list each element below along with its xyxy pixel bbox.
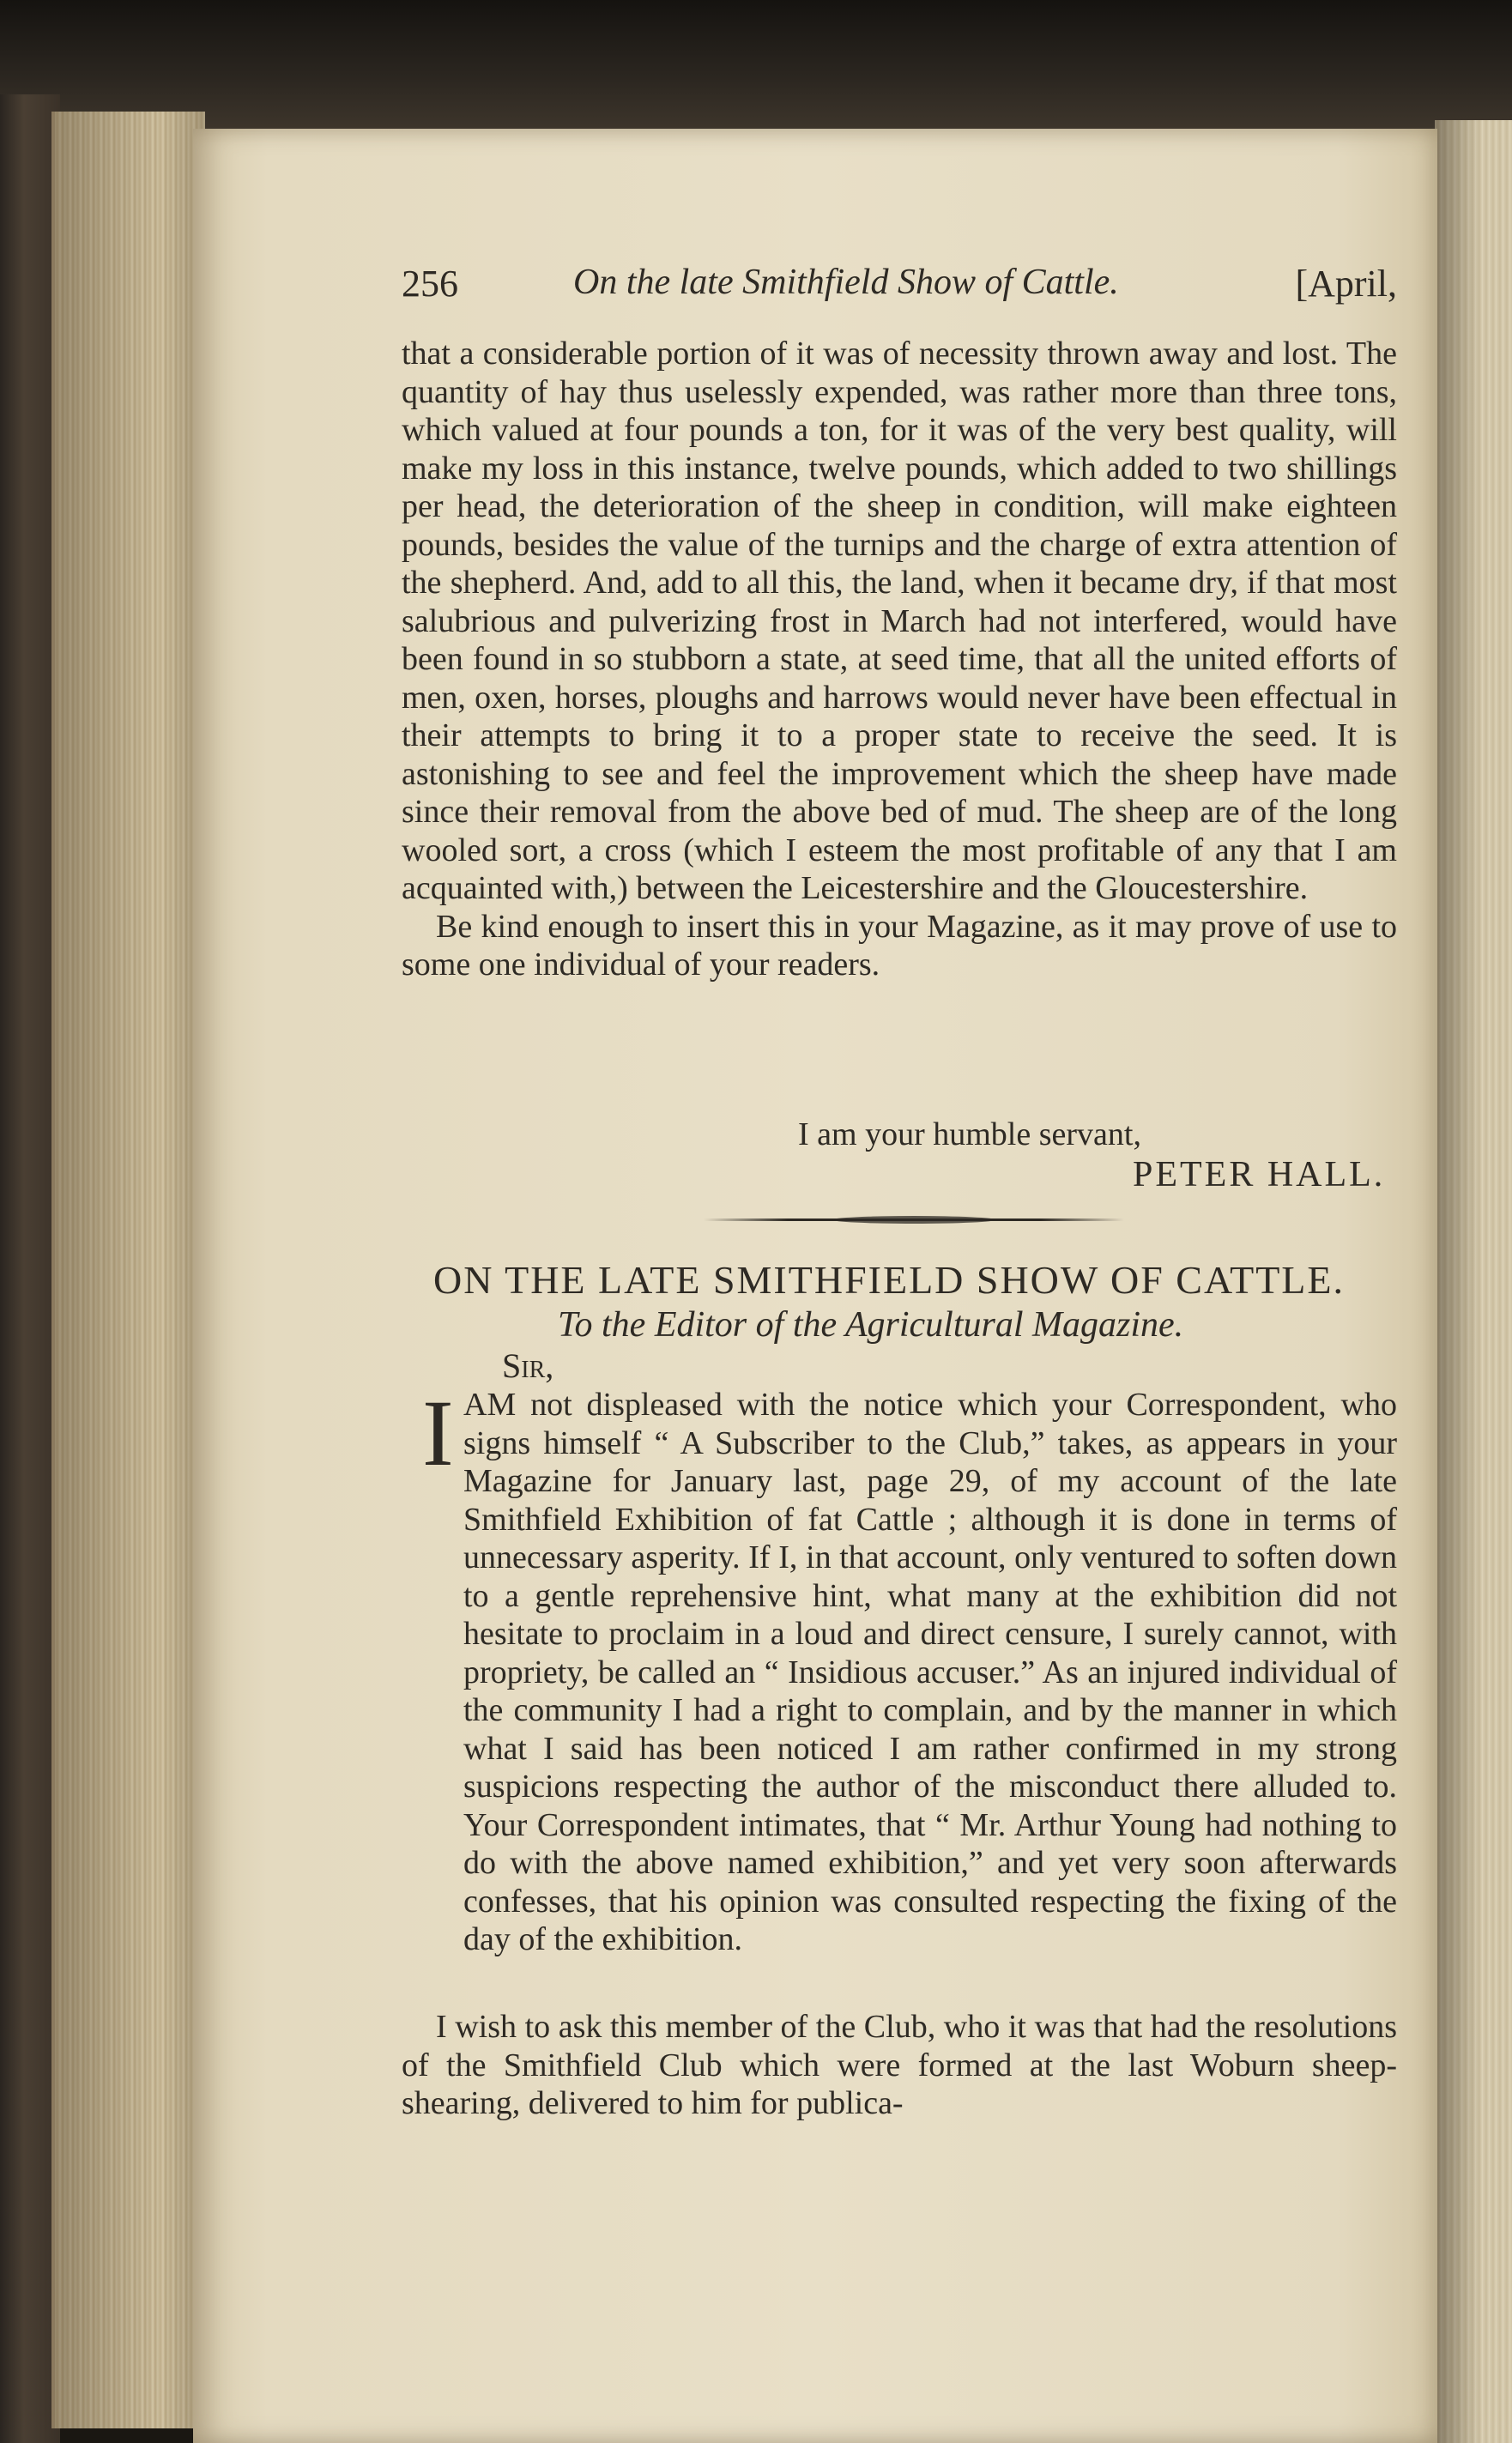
article-salutation: Sir,	[502, 1346, 554, 1385]
left-page-stack	[51, 112, 205, 2428]
running-header	[402, 262, 1397, 313]
letter-closing: I am your humble servant,	[798, 1116, 1141, 1152]
article-title: ON THE LATE SMITHFIELD SHOW OF CATTLE.	[433, 1258, 1345, 1302]
letter-end-paragraph	[402, 335, 1397, 984]
letter-end-paragraph-2: Be kind enough to insert this in your Magazine, as it may prove of use to some one individual of your readers.	[402, 908, 1397, 983]
right-page-stack	[1435, 120, 1512, 2443]
section-divider-rule	[704, 1218, 1124, 1221]
page-number: 256	[402, 263, 458, 305]
letter-signature: PETER HALL.	[1133, 1155, 1386, 1194]
article-addressee: To the Editor of the Agricultural Magazine.	[558, 1305, 1184, 1345]
running-title: On the late Smithfield Show of Cattle.	[573, 263, 1119, 302]
article-paragraph-1-text: AM not displeased with the notice which your Correspondent, who signs himself “ A Subscriber to the Club,” takes, as appears in your Magazine for January last, page 29, of my account of the late Smithfield Exhibition of fat Cattle ; although it is done in terms of unnecessary asperity. If I, in that account, only ventured to soften down to a gentle reprehensive hint, what many at the exhibition did not hesitate to proclaim in a loud and direct censure, I surely cannot, with propriety, be called an “ Insidious accuser.” As an injured individual of the community I had a right to complain, and by the manner in which what I said has been noticed I am rather confirmed in my strong suspicions respecting the author of the misconduct there alluded to. Your Correspondent intimates, that “ Mr. Arthur Young had nothing to do with the above named exhibition,” and yet very soon afterwards confesses, that his opinion was consulted respecting the fixing of the day of the exhibition.	[463, 1387, 1397, 1957]
drop-cap: I	[422, 1381, 454, 1485]
article-paragraph-1	[463, 1386, 1397, 1959]
letter-end-paragraph-1: that a considerable portion of it was of necessity thrown away and lost. The quantity of hay thus uselessly expended, was rather more than three tons, which valued at four pounds a ton, for it was of the very best quality, will make my loss in this instance, twelve pounds, which added to two shillings per head, the deterioration of the sheep in condition, will make eighteen pounds, besides the value of the turnips and the charge of extra attention of the shepherd. And, add to all this, the land, when it became dry, if that most salubrious and pulverizing frost in March had not interfered, would have been found in so stubborn a state, at seed time, that all the united efforts of men, oxen, horses, ploughs and harrows would never have been effectual in their attempts to bring it to a proper state to receive the seed. It is astonishing to see and feel the improvement which the sheep have made since their removal from the above bed of mud. The sheep are of the long wooled sort, a cross (which I esteem the most profitable of any that I am acquainted with,) between the Leicestershire and the Gloucestershire.	[402, 336, 1397, 906]
article-paragraph-2	[402, 2008, 1397, 2123]
book-cover-top	[0, 0, 1512, 129]
header-month: [April,	[1295, 263, 1397, 305]
article-paragraph-2-text: I wish to ask this member of the Club, who it was that had the resolutions of the Smithfield Club which were formed at the last Woburn sheep-shearing, delivered to him for publica-	[402, 2009, 1397, 2121]
